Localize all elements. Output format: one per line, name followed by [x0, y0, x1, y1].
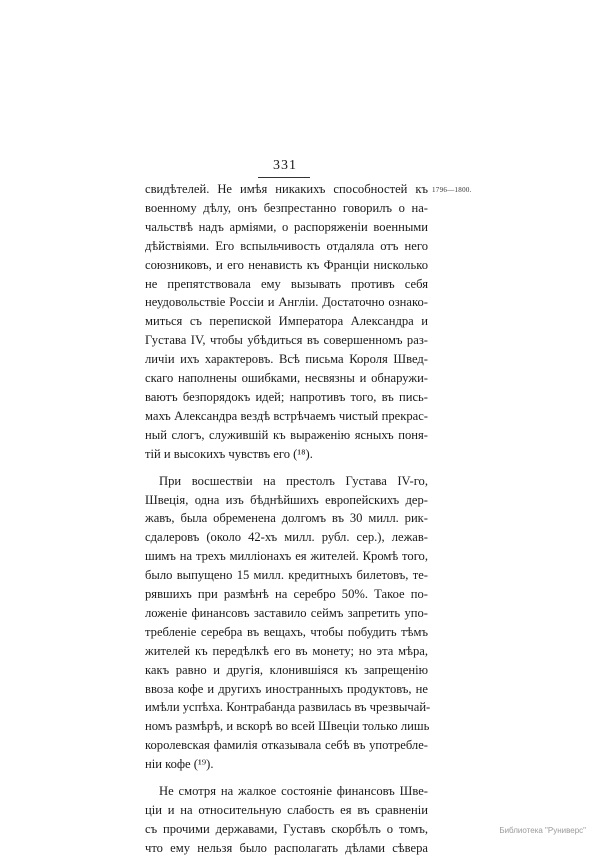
text-line: военному дѣлу, онъ безпрестанно говорилъ о на- [145, 200, 428, 215]
text-line: Не смотря на жалкое состояніе финансовъ Шве- [159, 784, 428, 799]
text-line: шимъ на трехъ милліонахъ ея жителей. Кромѣ того, [145, 549, 428, 564]
page-number-rule [258, 177, 310, 178]
text-line: что ему нельзя было располагать дѣлами сѣвера [145, 840, 428, 855]
page-number: 331 [273, 158, 297, 173]
text-line: махъ Александра вездѣ встрѣчаемъ чистый прекрас- [145, 408, 428, 423]
paragraph-gap [145, 774, 428, 782]
text-line: жителей къ передѣлкѣ его въ монету; но эта мѣра, [145, 643, 428, 658]
library-watermark: Библиотека "Руниверс" [499, 826, 586, 835]
text-line: было выпущено 15 милл. кредитныхъ билетовъ, те- [145, 568, 428, 583]
text-line: миться съ перепиской Императора Александра и [145, 314, 428, 329]
text-line: тій и высокихъ чувствъ его (¹⁸). [145, 446, 313, 461]
text-line: требленіе серебра въ вещахъ, чтобы побудить тѣмъ [145, 624, 428, 639]
text-line: чальствѣ надъ арміями, о распоряженіи военными [145, 219, 428, 234]
text-line: имѣли успѣха. Контрабанда развилась въ чрезвычай- [145, 700, 431, 715]
text-line: ввоза кофе и другихъ иностранныхъ продуктовъ, не [145, 681, 428, 696]
text-line: Швеція, одна изъ бѣднѣйшихъ европейскихъ дер- [145, 492, 428, 507]
text-line: скаго наполнены ошибками, несвязны и обнаружи- [145, 371, 428, 386]
text-line: ціи и на относительную слабость ея въ сравненіи [145, 803, 428, 817]
text-line: союзниковъ, и его ненависть къ Франціи нисколько [145, 257, 428, 272]
paragraph [145, 180, 428, 464]
text-line: рявшихъ при размѣнѣ на серебро 50%. Такое по- [145, 587, 428, 602]
paragraph [145, 782, 428, 858]
text-line: личіи ихъ характеровъ. Всѣ письма Короля Швед- [145, 352, 428, 367]
text-line: При восшествіи на престолъ Густава IV-го, [159, 473, 428, 488]
text-line: не препятствовала ему вызывать противъ себя [145, 276, 428, 291]
body-text [145, 180, 431, 858]
text-line: неудовольствіе Россіи и Англіи. Достаточно ознако- [145, 295, 428, 310]
paragraph [145, 472, 431, 775]
text-line: ніи кофе (¹⁹). [145, 757, 214, 772]
text-line: ложеніе финансовъ заставило сеймъ запретить упо- [145, 605, 428, 620]
text-line: жавъ, была обременена долгомъ въ 30 милл. рик- [145, 511, 428, 526]
text-line: сдалеровъ (около 42-хъ милл. рубл. сер.), лежав- [145, 530, 428, 545]
text-line: дѣйствіями. Его вспыльчивость отдаляла отъ него [145, 238, 428, 253]
text-line: Густава IV, чтобы убѣдиться въ совершенномъ раз- [145, 333, 428, 348]
margin-note: 1796—1800. [432, 186, 472, 194]
text-line: съ прочими державами, Густавъ скорбѣлъ о томъ, [145, 821, 428, 836]
text-line: номъ размѣрѣ, и вскорѣ во всей Швеціи только лишь [145, 719, 430, 734]
paragraph-gap [145, 464, 428, 472]
text-line: ваютъ безпорядокъ идей; напротивъ того, въ пись- [145, 389, 428, 404]
text-line: королевская фамилія отказывала себѣ въ употребле- [145, 738, 428, 753]
text-line: какъ равно и другія, клонившіяся къ запрещенію [145, 662, 428, 677]
text-line: ный слогъ, служившій къ выраженію ясныхъ поня- [145, 427, 428, 442]
text-line: свидѣтелей. Не имѣя никакихъ способностей къ [145, 182, 428, 196]
